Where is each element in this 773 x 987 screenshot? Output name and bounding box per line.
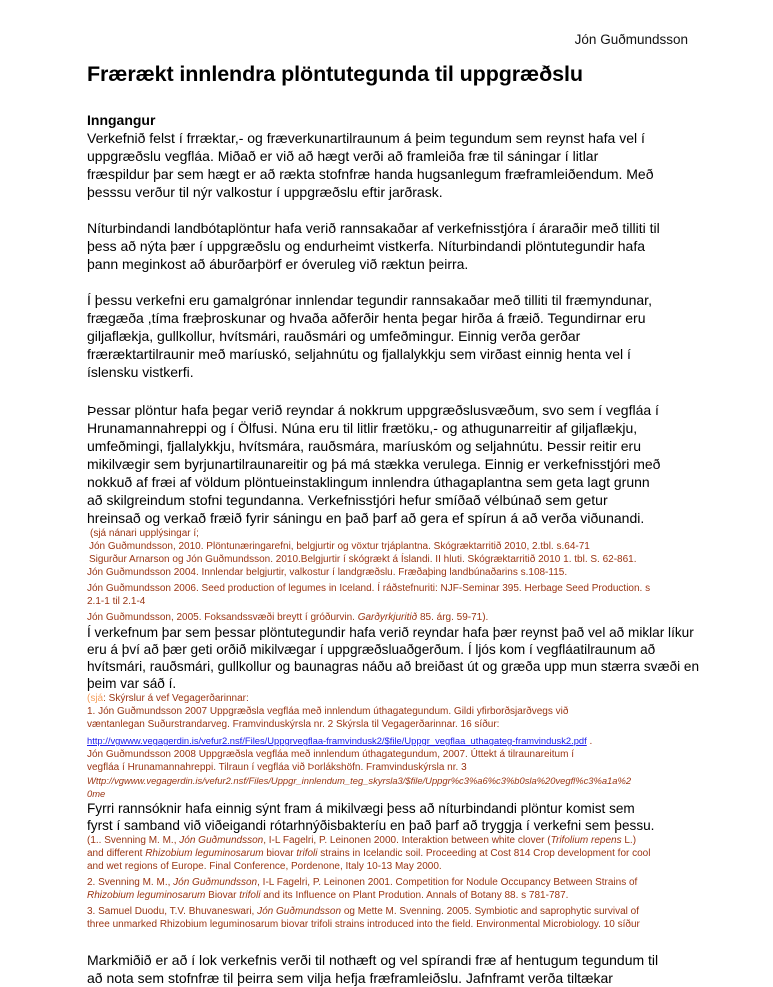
text-line: mikilvægir sem byrjunartilraunareitir og þá má stækka verulega. Einnig er verkefnisstjóri með: [87, 456, 661, 472]
document-title: Frærækt innlendra plöntutegunda til uppgræðslu: [87, 62, 583, 86]
document-body: [87, 112, 707, 987]
paragraph-nitrogen: [87, 219, 707, 273]
reference-item: vegfláa í Hrunamannahreppi. Tilraun í vegfláa við Þorlákshöfn. Framvinduskýrsla nr. 3: [87, 762, 467, 773]
reference-url: Wttp://vgwww.vegagerdin.is/vefur2.nsf/Files/Uppgr_innlendum_teg_skyrsla3/$file/Uppgr%c3%a6%c3%b0sla%20vegfl%c3%a1a%2: [87, 775, 632, 786]
text-line: Markmiðið er að í lok verkefnis verði til nothæft og vel spírandi fræ af hentugum tegundum til: [87, 952, 659, 968]
text-line: giljaflækja, gullkollur, hvítsmári, rauðsmári og umfeðmingur. Einnig verða gerðar: [87, 328, 581, 344]
reference-item: Jón Guðmundsson 2006. Seed production of legumes in Iceland. Í ráðstefnuriti: NJF-Seminar 395. Herbage Seed Production. s: [87, 583, 651, 594]
paragraph-intro: [87, 129, 707, 201]
report-link[interactable]: http://vgwww.vegagerdin.is/vefur2.nsf/Files/Uppgrvegflaa-framvindusk2/$file/Uppgr_vegflaa_uthagateg-framvindusk2.pdf: [87, 735, 587, 746]
text-line: Verkefnið felst í frræktar,- og fræverkunartilraunum á þeim tegundum sem reynst hafa vel í: [87, 130, 645, 146]
reference-link-line: http://vgwww.vegagerdin.is/vefur2.nsf/Files/Uppgrvegflaa-framvindusk2/$file/Uppgr_vegflaa_uthagateg-framvindusk2.pdf .: [87, 735, 593, 747]
reference-item: Rhizobium leguminosarum Biovar trifoli and its Influence on Plant Prodution. Annals of Botany 88. s 781-787.: [87, 890, 569, 901]
references-block-1: [87, 527, 707, 624]
text-line: þesssu verður til nýr valkostur í uppgræðslu eftir jarðrask.: [87, 184, 443, 200]
reference-item: and different Rhizobium leguminosarum biovar trifoli strains in Icelandic soil. Proceeding at Cost 814 Crop development for cool: [87, 848, 651, 859]
text-line: umfeðmingi, fjallalykkju, hvítsmára, rauðsmára, maríuskóm og seljahnútu. Þessir reitir eru: [87, 438, 641, 454]
text-line: Níturbindandi landbótaplöntur hafa verið rannsakaðar af verkefnisstjóra í áraraðir með tilliti til: [87, 220, 660, 236]
text-line: þess að nýta þær í uppgræðslu og endurheimt vistkerfa. Níturbindandi plöntutegundir hafa: [87, 238, 646, 254]
paragraph-results: [87, 624, 707, 692]
reference-item: Jón Guðmundsson 2004. Innlendar belgjurtir, valkostur í landgræðslu. Fræðaþing landbúnaðarins s.108-115.: [87, 567, 568, 578]
reference-item: 1. Jón Guðmundsson 2007 Uppgræðsla vegfláa með innlendum úthagategundum. Gildi yfirborðsjarðvegs við: [87, 706, 569, 717]
reference-item: væntanlegan Suðurstrandarveg. Framvinduskýrsla nr. 2 Skýrsla til Vegagerðarinnar. 16 síður:: [87, 719, 500, 730]
text-line: nokkuð af fræi af völdum plöntueinstaklingum innlendra úthagaplantna sem geta lagt grunn: [87, 474, 650, 490]
references-block-2: [87, 692, 707, 800]
text-line: að nota sem stofnfræ til þeirra sem vilja hefja fræframleiðslu. Jafnframt verða tiltækar: [87, 970, 613, 986]
reference-item: three unmarked Rhizobium leguminosarum biovar trifoli strains introduced into the field. Environmental Microbiology. 10 síður: [87, 919, 640, 930]
text-line: fræspildur þar sem hægt er að rækta stofnfræ handa hugsanlegum fræframleiðendum. Með: [87, 166, 654, 182]
reference-item: Jón Guðmundsson, 2005. Foksandssvæði breytt í gróðurvin. Garðyrkjuritið 85. árg. 59-71).: [87, 612, 489, 623]
text-line: þeim var sáð í.: [87, 676, 177, 691]
text-line: Þessar plöntur hafa þegar verið reyndar á nokkrum uppgræðslusvæðum, svo sem í vegfláa í: [87, 402, 659, 418]
reference-item: Sigurður Arnarson og Jón Guðmundsson. 2010.Belgjurtir í skógrækt á Íslandi. II hluti. Skógræktarritið 2010 1. tbl. S. 62-861.: [89, 554, 637, 565]
reference-item: 3. Samuel Duodu, T.V. Bhuvaneswari, Jón Guðmundsson og Mette M. Svenning. 2005. Symbiotic and saprophytic survival of: [87, 906, 639, 917]
paragraph-trials: [87, 401, 707, 527]
text-line: hreinsað og verkað fræið fyrir sáningu en það þarf að gera ef spírun á að verða viðunandi.: [87, 510, 645, 526]
paragraph-species: [87, 291, 707, 381]
author-name: Jón Guðmundsson: [574, 32, 688, 47]
text-line: Í þessu verkefni eru gamalgrónar innlendar tegundir rannsakaðar með tilliti til fræmyndunar,: [87, 292, 652, 308]
reference-intro: (sjá nánari upplýsingar í;: [90, 528, 199, 539]
reference-intro: (sjá: Skýrslur á vef Vegagerðarinnar:: [87, 693, 249, 704]
paragraph-rhizobium: [87, 800, 707, 834]
text-line: þann meginkost að áburðarþörf er óveruleg við ræktun þeirra.: [87, 256, 469, 272]
reference-item: (1.. Svenning M. M., Jón Guðmundsson, I-L Fagelri, P. Leinonen 2000. Interaktion between white clover (Trifolium repens L.): [87, 835, 637, 846]
text-line: að skilgreindum stofni tegundanna. Verkefnisstjóri hefur smíðað vélbúnað sem getur: [87, 492, 608, 508]
section-heading: Inngangur: [87, 112, 156, 128]
reference-item: Jón Guðmundsson 2008 Uppgræðsla vegfláa með innlendum úthagategundum, 2007. Úttekt á tilraunareitum í: [87, 749, 574, 760]
reference-item: 2. Svenning M. M., Jón Guðmundsson, I-L Fagelri, P. Leinonen 2001. Competition for Nodule Occupancy Between Strains of: [87, 877, 638, 888]
text-line: uppgræðslu vegfláa. Miðað er við að hægt verði að framleiða fræ til sáningar í litlar: [87, 148, 599, 164]
text-line: frægæða ,tíma fræþroskunar og hvaða aðferðir henta þegar hirða á fræið. Tegundirnar eru: [87, 310, 646, 326]
text-line: hvítsmári, rauðsmári, gullkollur og baunagras náðu að breiðast út og græða upp mun stærra svæði en: [87, 659, 700, 674]
reference-item: Jón Guðmundsson, 2010. Plöntunæringarefni, belgjurtir og vöxtur trjáplantna. Skógræktarritið 2010, 2.tbl. s.64-71: [89, 541, 590, 552]
text-line: Í verkefnum þar sem þessar plöntutegundir hafa verið reyndar hafa þær reynst það vel að miklar líkur: [87, 625, 694, 640]
reference-url: 0me: [87, 788, 106, 799]
text-line: Hrunamannahreppi og í Ölfusi. Núna eru til litlir frætöku,- og athugunarreitir af giljaflækju,: [87, 420, 638, 436]
reference-item: and wet regions of Europe. Final Conference, Pordenone, Italy 10-13 May 2000.: [87, 861, 442, 872]
references-block-3: [87, 834, 707, 931]
text-line: íslensku vistkerfi.: [87, 364, 194, 380]
paragraph-goal: [87, 951, 707, 987]
text-line: fræræktartilraunir með maríuskó, seljahnútu og fjallalykkju sem virðast einnig henta vel í: [87, 346, 631, 362]
text-line: Fyrri rannsóknir hafa einnig sýnt fram á mikilvægi þess að níturbindandi plöntur komist sem: [87, 801, 635, 816]
text-line: eru á því að þær geti orðið mikilvægar í uppgræðsluaðgerðum. Í ljós kom í vegfláatilraunum að: [87, 642, 656, 657]
reference-item: 2.1-1 til 2.1-4: [87, 596, 146, 607]
text-line: fyrst í samband við viðeigandi rótarhnýðisbakteríu en það þarf að tryggja í verkefni sem þessu.: [87, 818, 655, 833]
